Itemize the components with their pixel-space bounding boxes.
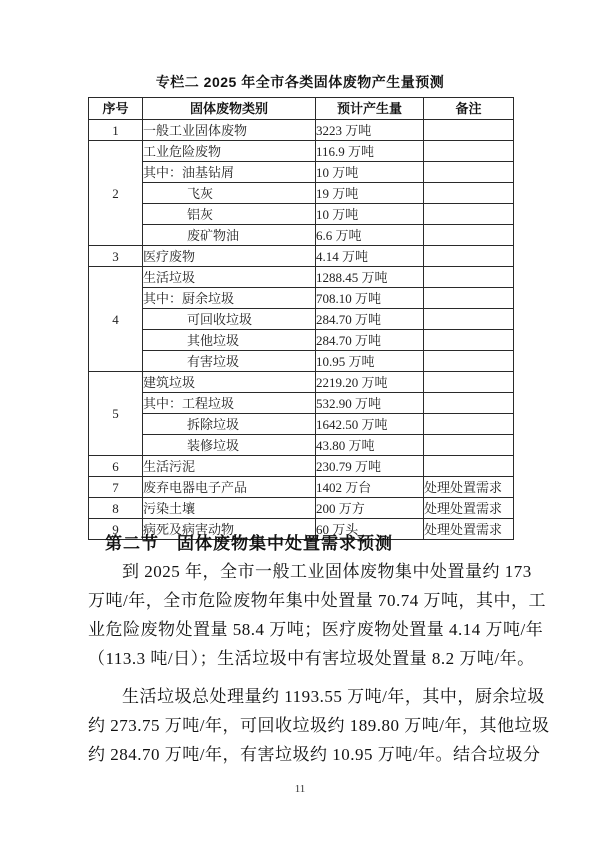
amount-cell: 10.95 万吨 bbox=[316, 351, 424, 372]
text-line: 万吨/年，全市危险废物年集中处置量 70.74 万吨，其中，工 bbox=[88, 591, 546, 610]
category-cell: 其他垃圾 bbox=[143, 330, 316, 351]
category-cell: 病死及病害动物 bbox=[143, 519, 316, 540]
header-amount: 预计产生量 bbox=[316, 98, 424, 120]
category-cell: 其中：厨余垃圾 bbox=[143, 288, 316, 309]
amount-cell: 284.70 万吨 bbox=[316, 309, 424, 330]
section-heading: 第二节 固体废物集中处置需求预测 bbox=[105, 534, 393, 553]
amount-cell: 116.9 万吨 bbox=[316, 141, 424, 162]
amount-cell: 1642.50 万吨 bbox=[316, 414, 424, 435]
text-line: 到 2025 年，全市一般工业固体废物集中处置量约 173 bbox=[122, 562, 532, 581]
table-row bbox=[89, 120, 514, 141]
amount-cell: 1288.45 万吨 bbox=[316, 267, 424, 288]
amount-cell: 230.79 万吨 bbox=[316, 456, 424, 477]
note-cell: 处理处置需求 bbox=[424, 498, 514, 519]
table-row bbox=[89, 351, 514, 372]
row-number-cell: 9 bbox=[89, 519, 143, 540]
text-line: 约 273.75 万吨/年，可回收垃圾约 189.80 万吨/年，其他垃圾 bbox=[88, 716, 550, 735]
amount-cell: 43.80 万吨 bbox=[316, 435, 424, 456]
header-note: 备注 bbox=[424, 98, 514, 120]
note-cell bbox=[424, 267, 514, 288]
paragraph bbox=[88, 682, 550, 769]
amount-cell: 60 万头 bbox=[316, 519, 424, 540]
note-cell bbox=[424, 141, 514, 162]
category-cell: 建筑垃圾 bbox=[143, 372, 316, 393]
amount-cell: 708.10 万吨 bbox=[316, 288, 424, 309]
amount-cell: 1402 万台 bbox=[316, 477, 424, 498]
category-cell: 工业危险废物 bbox=[143, 141, 316, 162]
table-row bbox=[89, 183, 514, 204]
note-cell bbox=[424, 225, 514, 246]
table-row bbox=[89, 267, 514, 288]
table-row bbox=[89, 393, 514, 414]
amount-cell: 3223 万吨 bbox=[316, 120, 424, 141]
row-number-cell: 6 bbox=[89, 456, 143, 477]
text-line: 业危险废物处置量 58.4 万吨；医疗废物处置量 4.14 万吨/年 bbox=[88, 620, 544, 639]
table-row bbox=[89, 330, 514, 351]
note-cell bbox=[424, 246, 514, 267]
category-cell: 废弃电器电子产品 bbox=[143, 477, 316, 498]
header-serial: 序号 bbox=[89, 98, 143, 120]
page-number: 11 bbox=[294, 783, 306, 795]
table-row bbox=[89, 372, 514, 393]
amount-cell: 532.90 万吨 bbox=[316, 393, 424, 414]
waste-forecast-table bbox=[88, 97, 514, 540]
note-cell bbox=[424, 204, 514, 225]
table-row bbox=[89, 204, 514, 225]
row-number-cell: 7 bbox=[89, 477, 143, 498]
note-cell bbox=[424, 456, 514, 477]
table-row bbox=[89, 456, 514, 477]
table-row bbox=[89, 435, 514, 456]
category-cell: 有害垃圾 bbox=[143, 351, 316, 372]
header-category: 固体废物类别 bbox=[143, 98, 316, 120]
text-line: （113.3 吨/日）；生活垃圾中有害垃圾处置量 8.2 万吨/年。 bbox=[88, 649, 535, 668]
table-row bbox=[89, 162, 514, 183]
row-number-cell: 2 bbox=[89, 141, 143, 246]
text-line: 约 284.70 万吨/年，有害垃圾约 10.95 万吨/年。结合垃圾分 bbox=[88, 745, 541, 764]
note-cell bbox=[424, 393, 514, 414]
amount-cell: 10 万吨 bbox=[316, 204, 424, 225]
table-title: 专栏二 2025 年全市各类固体废物产生量预测 bbox=[155, 74, 445, 90]
table-row bbox=[89, 498, 514, 519]
category-cell: 废矿物油 bbox=[143, 225, 316, 246]
category-cell: 拆除垃圾 bbox=[143, 414, 316, 435]
amount-cell: 6.6 万吨 bbox=[316, 225, 424, 246]
note-cell bbox=[424, 330, 514, 351]
table-row bbox=[89, 225, 514, 246]
category-cell: 生活垃圾 bbox=[143, 267, 316, 288]
category-cell: 铝灰 bbox=[143, 204, 316, 225]
table-row bbox=[89, 414, 514, 435]
amount-cell: 4.14 万吨 bbox=[316, 246, 424, 267]
category-cell: 生活污泥 bbox=[143, 456, 316, 477]
row-number-cell: 4 bbox=[89, 267, 143, 372]
category-cell: 装修垃圾 bbox=[143, 435, 316, 456]
category-cell: 可回收垃圾 bbox=[143, 309, 316, 330]
table-row bbox=[89, 309, 514, 330]
amount-cell: 19 万吨 bbox=[316, 183, 424, 204]
note-cell bbox=[424, 288, 514, 309]
note-cell bbox=[424, 435, 514, 456]
amount-cell: 200 万方 bbox=[316, 498, 424, 519]
table-row bbox=[89, 477, 514, 498]
note-cell bbox=[424, 372, 514, 393]
note-cell bbox=[424, 183, 514, 204]
table-row bbox=[89, 246, 514, 267]
text-line: 生活垃圾总处理量约 1193.55 万吨/年，其中，厨余垃圾 bbox=[122, 687, 545, 706]
category-cell: 污染土壤 bbox=[143, 498, 316, 519]
category-cell: 飞灰 bbox=[143, 183, 316, 204]
row-number-cell: 1 bbox=[89, 120, 143, 141]
note-cell bbox=[424, 162, 514, 183]
note-cell bbox=[424, 414, 514, 435]
category-cell: 其中：油基钻屑 bbox=[143, 162, 316, 183]
amount-cell: 284.70 万吨 bbox=[316, 330, 424, 351]
category-cell: 医疗废物 bbox=[143, 246, 316, 267]
category-cell: 一般工业固体废物 bbox=[143, 120, 316, 141]
row-number-cell: 5 bbox=[89, 372, 143, 456]
category-cell: 其中：工程垃圾 bbox=[143, 393, 316, 414]
table-row bbox=[89, 288, 514, 309]
note-cell bbox=[424, 309, 514, 330]
note-cell bbox=[424, 351, 514, 372]
row-number-cell: 8 bbox=[89, 498, 143, 519]
amount-cell: 10 万吨 bbox=[316, 162, 424, 183]
amount-cell: 2219.20 万吨 bbox=[316, 372, 424, 393]
table-row bbox=[89, 141, 514, 162]
note-cell: 处理处置需求 bbox=[424, 519, 514, 540]
paragraph bbox=[88, 557, 546, 673]
note-cell bbox=[424, 120, 514, 141]
note-cell: 处理处置需求 bbox=[424, 477, 514, 498]
table-header-row bbox=[89, 98, 514, 120]
row-number-cell: 3 bbox=[89, 246, 143, 267]
